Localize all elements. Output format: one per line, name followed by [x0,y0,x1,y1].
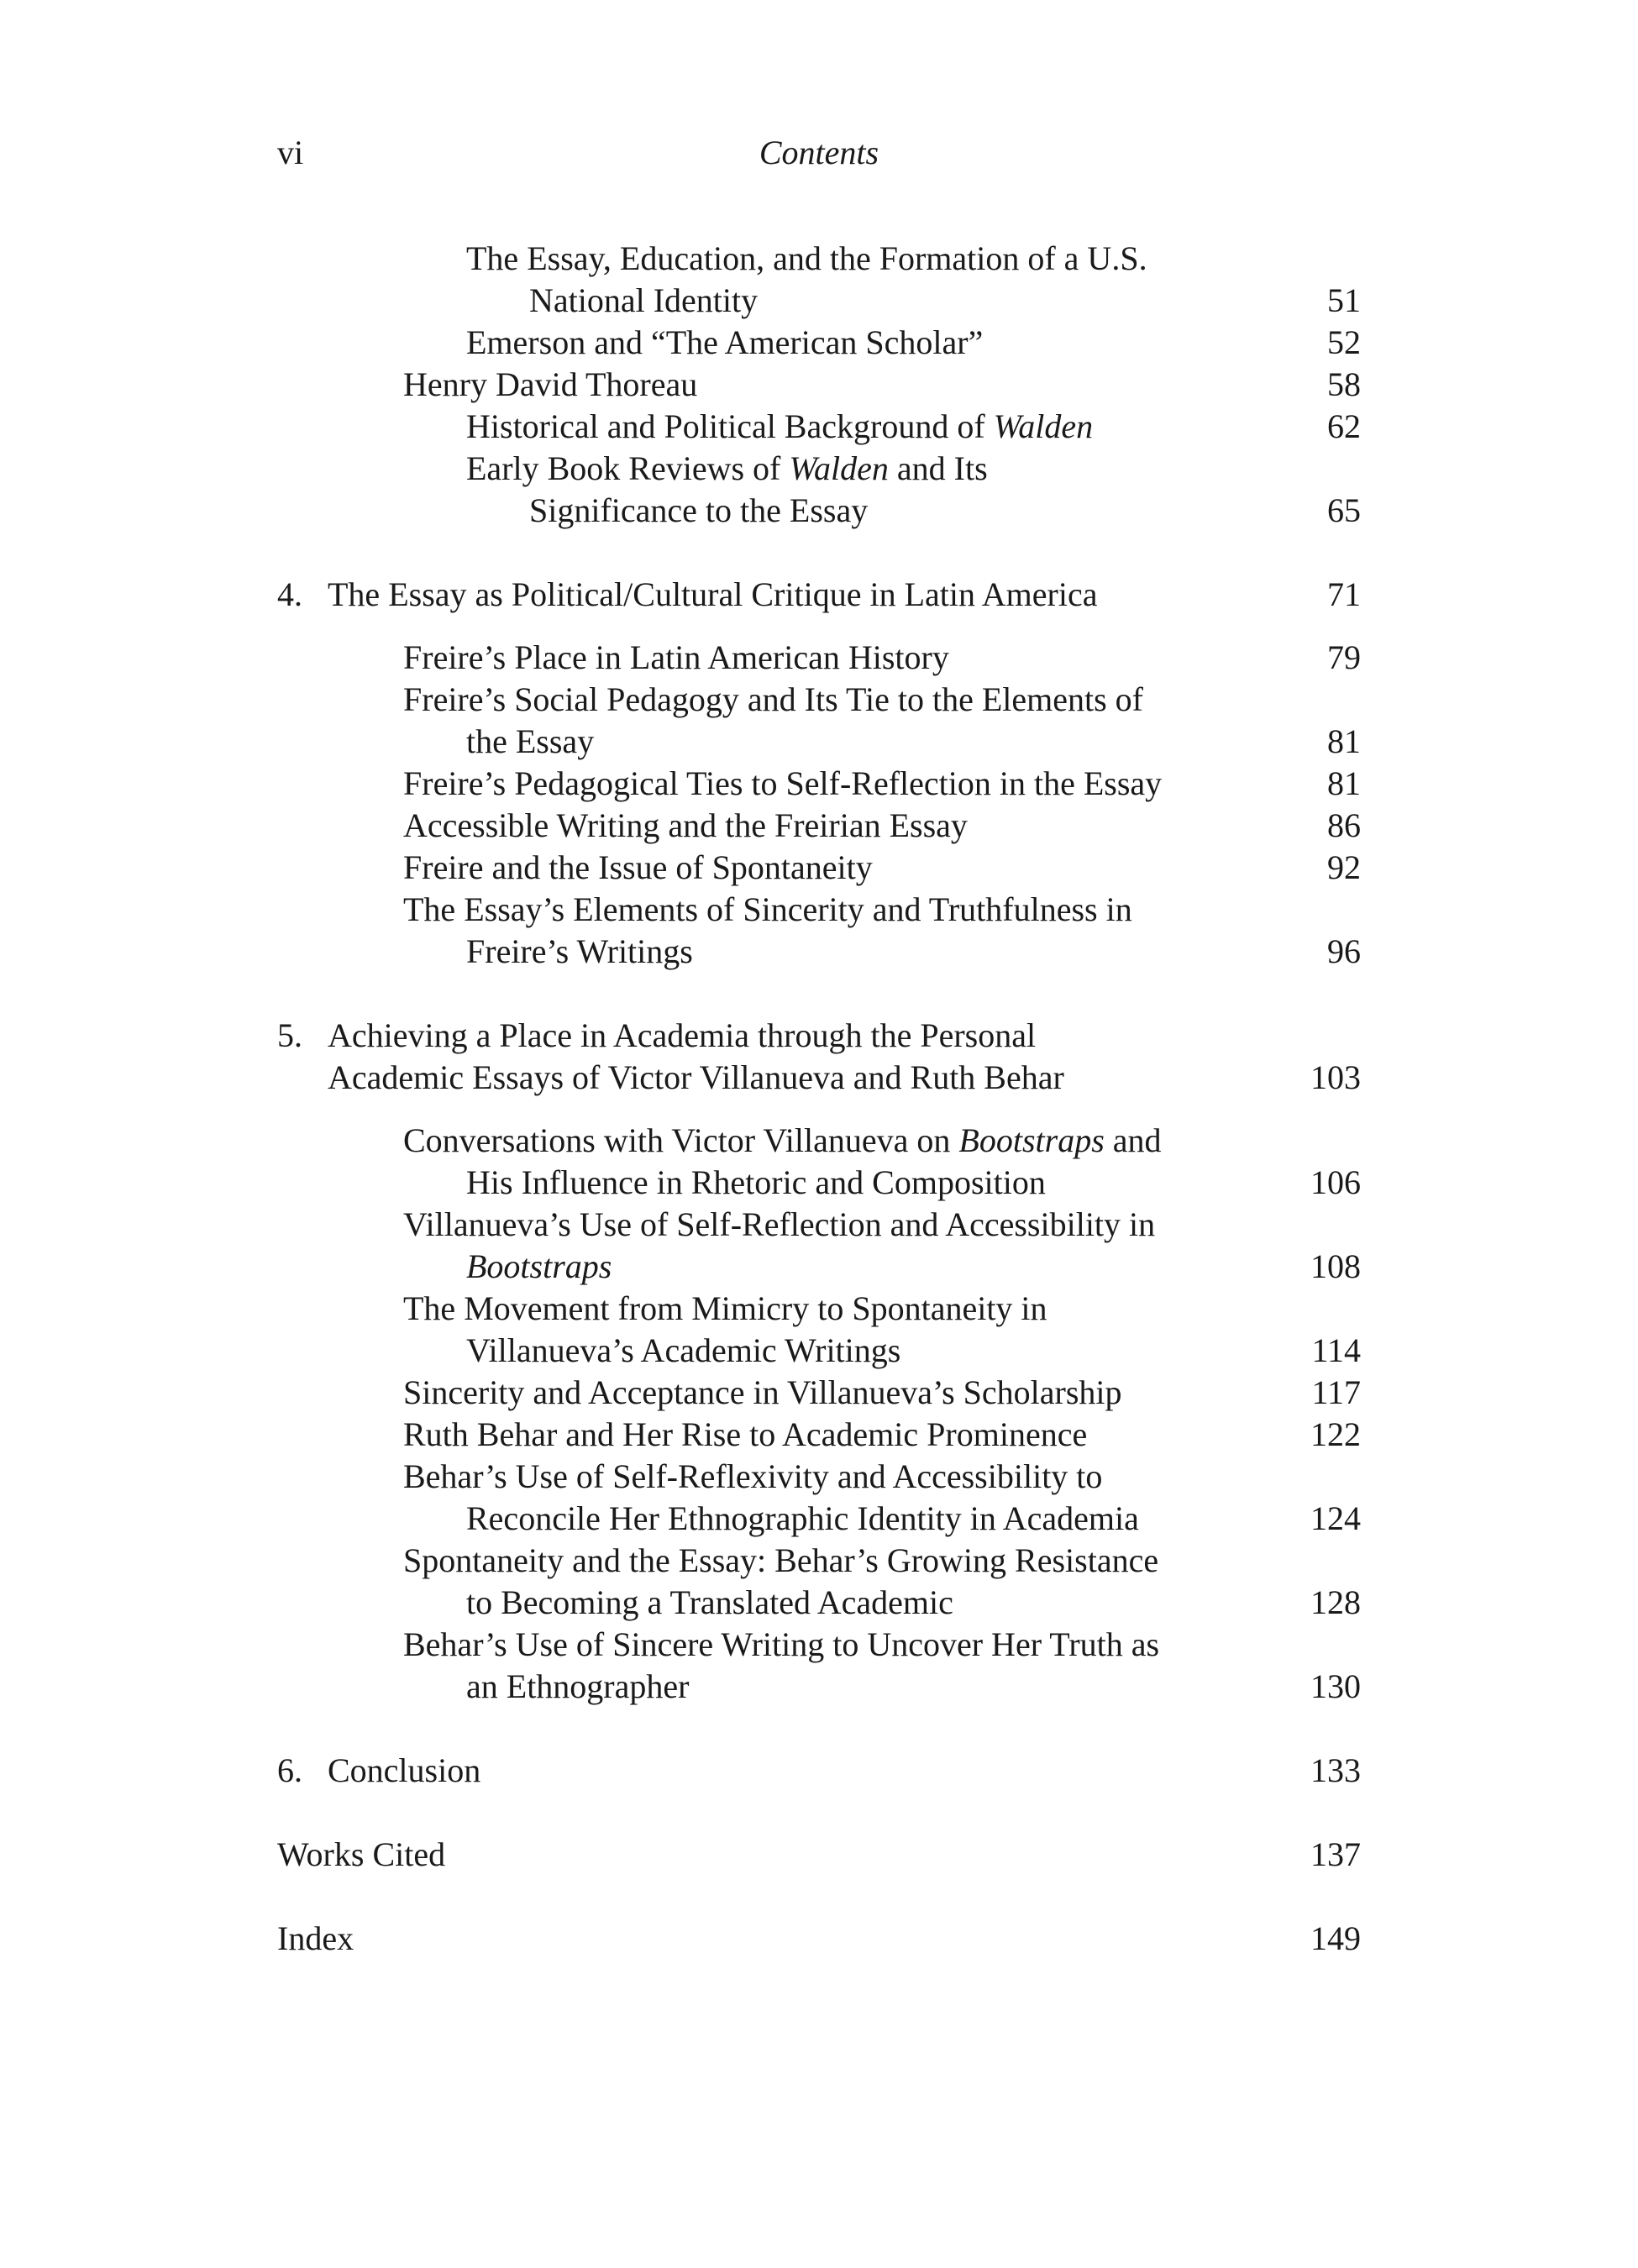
toc-page-number: 114 [1311,1331,1361,1369]
toc-entry [277,805,1361,847]
chapter-number: 6. [277,1751,302,1789]
toc-entry-title: Spontaneity and the Essay: Behar’s Growing Resistance [403,1541,1159,1579]
toc-page-number: 51 [1327,281,1361,319]
toc-page-number: 81 [1327,764,1361,802]
toc-page-number: 65 [1327,491,1361,529]
toc-entry-title: Behar’s Use of Self-Reflexivity and Accessibility to [403,1457,1103,1495]
toc-entry-text: and [1104,1121,1162,1159]
toc-entry [277,406,1361,448]
toc-chapter-4 [277,574,1361,616]
chapter-title: Achieving a Place in Academia through the Personal [328,1016,1037,1054]
toc-page-number: 106 [1310,1163,1361,1201]
toc-entry [277,490,1361,532]
toc-entry [277,721,1361,763]
toc-entry-title: Villanueva’s Use of Self-Reflection and Accessibility in [403,1205,1156,1243]
toc-page-number: 86 [1327,806,1361,844]
toc-entry-text: Conversations with Victor Villanueva on [403,1121,959,1159]
toc-entry-italic: Bootstraps [466,1247,612,1285]
section-title: Index [277,1919,354,1957]
toc-entry-title: Ruth Behar and Her Rise to Academic Prominence [403,1415,1088,1453]
toc-entry-title: Emerson and “The American Scholar” [466,323,984,361]
toc-page-number: 122 [1310,1415,1361,1453]
toc-entry [277,1204,1361,1246]
toc-page-number: 71 [1327,575,1361,613]
toc-chapter-5 [277,1015,1361,1057]
toc-entry-title: an Ethnographer [466,1667,690,1705]
section-title: Works Cited [277,1835,446,1873]
toc-entry [277,280,1361,322]
toc-entry-title [466,1246,612,1288]
toc-entry-title: The Movement from Mimicry to Spontaneity in [403,1289,1047,1327]
chapter-title: The Essay as Political/Cultural Critique in Latin America [328,575,1098,613]
toc-entry [277,1456,1361,1498]
toc-entry-title: Freire and the Issue of Spontaneity [403,848,873,886]
toc-page-number: 96 [1327,932,1361,970]
toc-entry [277,931,1361,973]
toc-entry [277,1120,1361,1162]
toc-entry [277,1330,1361,1372]
toc-entry-italic: Bootstraps [958,1121,1105,1159]
toc-page-number: 52 [1327,323,1361,361]
toc-entry [277,364,1361,406]
toc-entry-title: Behar’s Use of Sincere Writing to Uncover Her Truth as [403,1625,1160,1663]
toc-entry [277,448,1361,490]
toc-entry-title [403,1120,1162,1162]
chapter-number: 4. [277,575,302,613]
toc-entry [277,1582,1361,1624]
toc-entry [277,637,1361,679]
page-folio: vi [277,134,304,171]
toc-entry-italic: Walden [789,449,889,487]
toc-entry-text: Historical and Political Background of [466,407,994,445]
toc-entry-title: Accessible Writing and the Freirian Essay [403,806,968,844]
toc-page-number: 108 [1310,1247,1361,1285]
page-header [277,133,1361,183]
toc-page-number: 128 [1310,1583,1361,1621]
toc-entry [277,322,1361,364]
toc-page-number: 133 [1310,1751,1361,1789]
toc-entry-title: National Identity [529,281,759,319]
toc-works-cited [277,1834,1361,1876]
toc-chapter-6 [277,1750,1361,1792]
chapter-number: 5. [277,1016,302,1054]
toc-entry-title [466,406,1093,448]
toc-entry [277,1624,1361,1666]
toc-page-number: 117 [1311,1373,1361,1411]
toc-entry [277,1372,1361,1414]
chapter-title: Conclusion [328,1751,481,1789]
toc-entry [277,1288,1361,1330]
toc-entry [277,889,1361,931]
toc-entry [277,1246,1361,1288]
toc-entry-title: Reconcile Her Ethnographic Identity in Academia [466,1499,1139,1537]
toc-entry [277,1666,1361,1708]
toc-entry-title: Freire’s Writings [466,932,693,970]
toc-page-number: 149 [1310,1919,1361,1957]
toc-page-number: 92 [1327,848,1361,886]
toc-entry [277,679,1361,721]
toc-entry [277,1540,1361,1582]
toc-entry-title [466,448,988,490]
toc-entry-title: Sincerity and Acceptance in Villanueva’s Scholarship [403,1373,1122,1411]
toc-page-number: 103 [1310,1058,1361,1096]
toc-entry-title: Freire’s Social Pedagogy and Its Tie to the Elements of [403,680,1143,718]
toc-entry [277,847,1361,889]
toc-page-number: 58 [1327,365,1361,403]
toc-entry-text: Early Book Reviews of [466,449,790,487]
toc-entry [277,1498,1361,1540]
toc-page-number: 124 [1310,1499,1361,1537]
toc-entry-title: The Essay’s Elements of Sincerity and Truthfulness in [403,890,1132,928]
toc-entry [277,763,1361,805]
toc-page-number: 137 [1310,1835,1361,1873]
toc-entry-title: Freire’s Place in Latin American History [403,638,949,676]
table-of-contents [277,238,1361,1960]
toc-entry-italic: Walden [993,407,1094,445]
toc-page-number: 79 [1327,638,1361,676]
toc-page-number: 62 [1327,407,1361,445]
toc-entry-text: and Its [888,449,988,487]
toc-entry-title: Villanueva’s Academic Writings [466,1331,901,1369]
toc-entry-title: The Essay, Education, and the Formation of a U.S. [466,239,1147,277]
toc-entry-title: Significance to the Essay [529,491,869,529]
toc-entry-title: Freire’s Pedagogical Ties to Self-Reflection in the Essay [403,764,1163,802]
toc-entry-title: Henry David Thoreau [403,365,698,403]
toc-entry [277,1414,1361,1456]
toc-page-number: 81 [1327,722,1361,760]
toc-index [277,1918,1361,1960]
toc-entry-title: to Becoming a Translated Academic [466,1583,953,1621]
chapter-title: Academic Essays of Victor Villanueva and Ruth Behar [328,1058,1064,1096]
toc-entry-title: the Essay [466,722,595,760]
running-title: Contents [759,134,879,171]
toc-entry [277,238,1361,280]
toc-page-number: 130 [1310,1667,1361,1705]
toc-chapter-5-cont [277,1057,1361,1099]
toc-entry-title: His Influence in Rhetoric and Composition [466,1163,1046,1201]
toc-entry [277,1162,1361,1204]
